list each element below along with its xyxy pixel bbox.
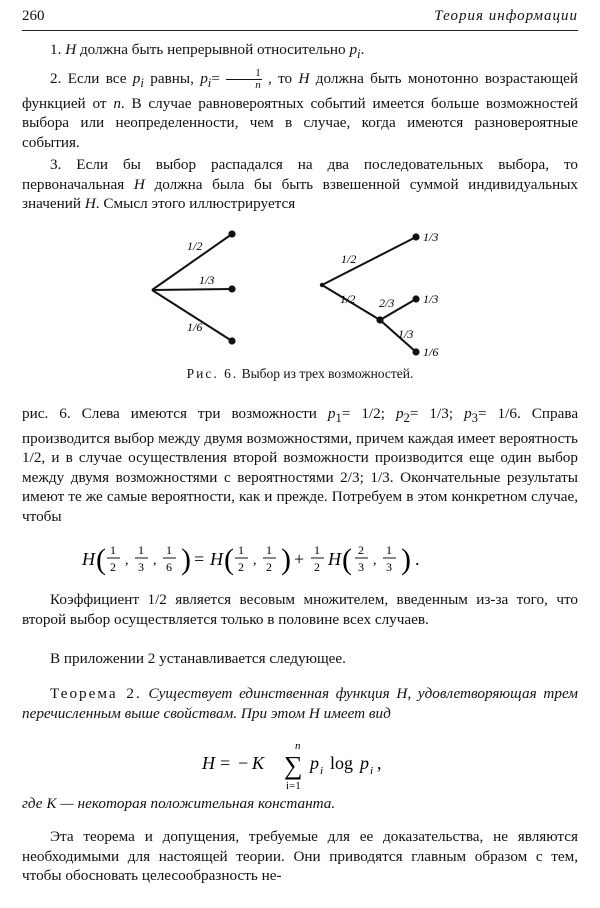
svg-text:i=1: i=1 [286, 780, 301, 792]
svg-text:1: 1 [238, 543, 244, 557]
svg-text:1: 1 [386, 543, 392, 557]
right-end-label-1: 1/3 [423, 230, 439, 244]
eq1-num-2: 1 [138, 543, 144, 557]
eq1-den-1: 2 [110, 560, 116, 574]
property-1: 1. H должна быть непрерывной относительно $p_i$. [50, 41, 365, 62]
figure-6-trees [0, 215, 600, 365]
running-header [22, 4, 578, 31]
svg-text:K: K [252, 753, 265, 773]
svg-text:,: , [373, 553, 377, 568]
property-2: 2. Если все $p_i$ равны, $p_i=$ $\frac{1}{n}$ , то H должна быть монотонно возрастающей функцией от n. В случае равновероятных событий имеется больше возможностей выбора или неопределенности, чем в случае, когда имеются разновероятные события. [22, 67, 579, 151]
paragraph-final: Эта теорема и допущения, требуемые для ее доказательства, не являются необходимыми для настоящей теории. Они приводятся главным образом с тем, чтобы обосновать целесообразность не- [22, 828, 578, 885]
svg-text:(: ( [224, 543, 234, 576]
equation-grouping [80, 538, 560, 582]
svg-text:i: i [320, 765, 324, 777]
left-node-1 [228, 230, 235, 237]
right-node-3 [412, 348, 419, 355]
right-end-label-2: 1/3 [423, 292, 439, 306]
theorem-label: Теорема 2. [50, 685, 142, 702]
eq1-H2: H [210, 549, 223, 569]
eq1-paren-open-1: ( [96, 543, 106, 576]
eq1-paren-close-1: ) [181, 543, 191, 576]
paragraph-appendix: В приложении 2 устанавливается следующее. [50, 650, 346, 667]
svg-text:,: , [125, 553, 129, 568]
right-label-1: 1/2 [341, 252, 357, 266]
constant-definition: где K — некоторая положительная константа. [22, 795, 336, 812]
theorem-2 [22, 684, 578, 723]
left-tree [152, 230, 236, 344]
svg-text:): ) [401, 543, 411, 576]
right-label-4: 1/3 [398, 327, 414, 341]
svg-text:): ) [281, 543, 291, 576]
paragraph-figure-explanation: рис. 6. Слева имеются три возможности $p_1= 1/2$; $p_2= 1/3$; $p_3= 1/6$. Справа производится выбор между двумя возможностями, причем каждая имеет вероятность 1/2, и в случае осуществления второй возможности производится еще один выбор между двумя возможностями с вероятностями 2/3; 1/3. Окончательные результаты имеют те же самые вероятности, как и прежде. Потребуем в этом конкретном случае, чтобы [22, 405, 579, 525]
svg-text:p: p [310, 753, 319, 773]
sigma-symbol: ∑ [284, 751, 303, 780]
eq1-plus: + [294, 549, 305, 569]
theorem-text: Существует единственная функция H, удовлетворяющая трем перечисленным выше свойствам. При этом H имеет вид [22, 685, 579, 722]
eq1-num-3: 1 [166, 543, 172, 557]
right-tree [320, 230, 439, 359]
running-title: Теория информации [434, 8, 578, 24]
svg-text:1: 1 [266, 543, 272, 557]
left-label-2: 1/3 [199, 273, 215, 287]
svg-text:3: 3 [358, 560, 364, 574]
svg-text:i: i [370, 765, 374, 777]
svg-text:2: 2 [238, 560, 244, 574]
svg-text:2: 2 [358, 543, 364, 557]
svg-text:,: , [377, 753, 382, 773]
paragraph-coefficient: Коэффициент 1/2 является весовым множителем, введенным из-за того, что второй выбор осуществляется только в половине всех случаев. [22, 591, 578, 628]
property-3: 3. Если бы выбор распадался на два последовательных выбора, то первоначальная H должна была бы быть взвешенной суммой индивидуальных значений H. Смысл этого иллюстрируется [22, 156, 579, 213]
svg-text:−: − [238, 753, 249, 773]
svg-text:,: , [153, 553, 157, 568]
left-branch-2 [152, 289, 232, 290]
fraction-1-over-n: $\frac{1}{n}$ [226, 68, 262, 91]
figure-caption: Рис. 6. Выбор из трех возможностей. [186, 366, 414, 381]
right-node-1 [412, 233, 419, 240]
right-label-3: 2/3 [379, 296, 395, 310]
svg-text:=: = [220, 753, 231, 773]
svg-text:1: 1 [314, 543, 320, 557]
equation-entropy [200, 740, 420, 792]
svg-text:n: n [295, 740, 301, 752]
right-root-node [320, 283, 324, 287]
eq1-equals: = [194, 549, 205, 569]
eq1-H3: H [328, 549, 341, 569]
left-label-1: 1/2 [187, 239, 203, 253]
eq1-H1: H [82, 549, 95, 569]
svg-text:.: . [415, 549, 420, 569]
right-node-mid [376, 316, 383, 323]
svg-text:,: , [253, 553, 257, 568]
eq1-den-3: 6 [166, 560, 172, 574]
svg-text:H: H [202, 753, 215, 773]
left-label-3: 1/6 [187, 320, 203, 334]
left-node-2 [228, 285, 235, 292]
svg-text:(: ( [342, 543, 352, 576]
page-number: 260 [22, 8, 45, 24]
svg-text:log: log [330, 753, 354, 773]
right-node-2 [412, 295, 419, 302]
eq1-num-1: 1 [110, 543, 116, 557]
right-label-2: 1/2 [340, 292, 356, 306]
svg-text:3: 3 [386, 560, 392, 574]
right-branch-1 [322, 237, 416, 285]
eq1-den-2: 3 [138, 560, 144, 574]
svg-text:2: 2 [314, 560, 320, 574]
svg-text:2: 2 [266, 560, 272, 574]
right-end-label-3: 1/6 [423, 345, 439, 359]
left-node-3 [228, 337, 235, 344]
svg-text:p: p [360, 753, 369, 773]
